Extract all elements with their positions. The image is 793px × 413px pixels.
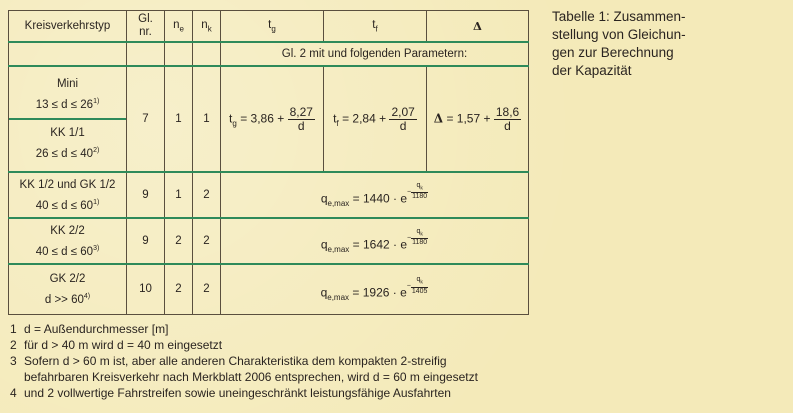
header-delta: Δ bbox=[427, 11, 529, 43]
tf-formula: $t_f = 2,84$ + $\frac{2,07}{d}$ bbox=[324, 66, 427, 172]
table-header-row bbox=[9, 11, 529, 43]
row-ne: 1 bbox=[165, 172, 193, 218]
row-eq-nr: 9 bbox=[127, 218, 165, 264]
footnotes bbox=[10, 321, 790, 401]
header-tf: $t_f$ bbox=[324, 11, 427, 43]
row-type-name: KK 1/1 bbox=[50, 127, 85, 139]
subheader-text: Gl. 2 mit und folgenden Parametern: bbox=[221, 42, 529, 66]
row-range: $13 \le d \le 26^{1)}$ bbox=[35, 98, 100, 111]
footnote: 2 für d > 40 m wird d = 40 m eingesetzt bbox=[10, 338, 223, 352]
row-type-name: Mini bbox=[56, 78, 79, 91]
footnote: 4 und 2 vollwertige Fahrstreifen sowie uneingeschränkt leistungsfähige Ausfahrten bbox=[10, 386, 451, 400]
row-range: $40 \le d \le 60^{1)}$ bbox=[35, 198, 100, 212]
caption-line: der Kapazität bbox=[552, 63, 632, 78]
row-eq-nr: 7 bbox=[127, 66, 165, 172]
footnote: 3 Sofern d > 60 m ist, aber alle anderen Charakteristika dem kompakten 2-streifig bbox=[10, 354, 447, 368]
row-range: $26 \le d \le 40^{2)}$ bbox=[35, 147, 100, 160]
header-nk: $n_k$ bbox=[193, 11, 221, 43]
row-type-cell bbox=[9, 66, 127, 172]
row-nk: 1 bbox=[193, 66, 221, 172]
row-eq-nr: 9 bbox=[127, 172, 165, 218]
row-eq-nr: 10 bbox=[127, 264, 165, 314]
footnote: 1 d = Außendurchmesser [m] bbox=[10, 322, 169, 336]
row-nk: 2 bbox=[193, 264, 221, 314]
header-tg: $t_g$ bbox=[221, 11, 324, 43]
row-type-cell bbox=[9, 218, 127, 264]
header-type: Kreisverkehrstyp bbox=[9, 11, 127, 43]
row-ne: 2 bbox=[165, 264, 193, 314]
table-row bbox=[9, 264, 529, 314]
row-nk: 2 bbox=[193, 218, 221, 264]
tg-formula: $t_g = 3,86$ + $\frac{8,27}{d}$ bbox=[221, 66, 324, 172]
caption-line: Tabelle 1: Zusammen- bbox=[552, 9, 686, 24]
caption-line: gen zur Berechnung bbox=[552, 45, 674, 60]
row-nk: 2 bbox=[193, 172, 221, 218]
row-type-cell bbox=[9, 264, 127, 314]
row-ne: 1 bbox=[165, 66, 193, 172]
table-row bbox=[9, 172, 529, 218]
row-type-name: KK 2/2 bbox=[50, 224, 85, 237]
header-eq-nr: Gl. nr. bbox=[127, 11, 165, 43]
capacity-table bbox=[8, 10, 529, 315]
row-range: $d >> 60^{4)}$ bbox=[44, 292, 91, 306]
footnote: befahrbaren Kreisverkehr nach Merkblatt 2006 entsprechen, wird d = 60 m eingesetzt bbox=[24, 370, 478, 384]
q-formula: $q_{e,max} = 1642 \cdot e-$ $\frac{q_k}{1180}$ bbox=[221, 218, 529, 264]
table-row bbox=[9, 218, 529, 264]
delta-formula: Δ = 1,57 + $\frac{18,6}{d}$ bbox=[427, 66, 529, 172]
row-range: $40 \le d \le 60^{3)}$ bbox=[35, 244, 100, 258]
row-ne: 2 bbox=[165, 218, 193, 264]
row-type-cell bbox=[9, 172, 127, 218]
row-type-name: KK 1/2 und GK 1/2 bbox=[19, 178, 116, 191]
q-formula: $q_{e,max} = 1440 \cdot e-$ $\frac{q_k}{1180}$ bbox=[221, 172, 529, 218]
caption-line: stellung von Gleichun- bbox=[552, 27, 686, 42]
row-type-name: GK 2/2 bbox=[49, 272, 86, 285]
header-ne: $n_e$ bbox=[165, 11, 193, 43]
q-formula: $q_{e,max} = 1926 \cdot e-$ $\frac{q_k}{1405}$ bbox=[221, 264, 529, 314]
table-row bbox=[9, 66, 529, 172]
table-caption bbox=[552, 8, 752, 80]
table-subheader-row bbox=[9, 42, 529, 66]
